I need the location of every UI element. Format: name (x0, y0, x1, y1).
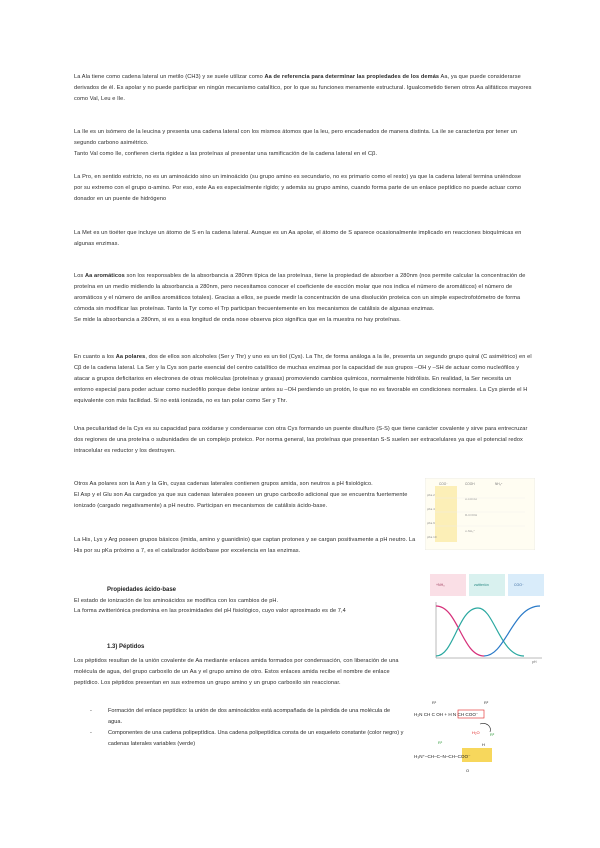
paragraph-isoleucine: La Ile es un isómero de la leucina y presenta una cadena lateral con los mismos átomos que la leu, pero encadenados de manera distinta. La ile se caracteriza por tener un segundo carbono asimétrico. Tanto Val como Ile, confieren cierta rigidez a las proteínas al presentar una ramificación de la cadena lateral en el Cβ. (74, 129, 517, 157)
peptide-bullet-1: - Formación del enlace peptídico: la unión de dos aminoácidos está acompañada de la pérdida de una molécula de agua. (90, 708, 391, 725)
pka-label-2: R-COOH (465, 513, 478, 517)
pka-yellow-band (435, 486, 457, 542)
pka-row-4: pKa 10 (427, 535, 437, 539)
pka-label-3: α-NH₃⁺ (465, 529, 475, 533)
paragraph-alanine: La Ala tiene como cadena lateral un metilo (CH3) y se suele utilizar como Aa de referencia para determinar las propiedades de los demás Aa, ya que puede considerarse derivados de él. Es apolar y no puede participar en ningún mecanismo catalítico, por lo que su funciones meramente estructural. Igualcometido tienen otros Aa alifáticos mayores como Val, Leu e Ile. (74, 74, 532, 102)
paragraph-polar: En cuanto a los Aa polares, dos de ellos son alcoholes (Ser y Thr) y uno es un tiol (Cys). La Thr, de forma análoga a la ile, presenta un segundo grupo quiral (C asimétrico) en el Cβ de la cadena lateral. La Ser y la Cys son parte esencial del centro catalítico de muchas enzimas por la capacidad de sus grupos –OH y –SH de actuar como nucleófilos y atacar a grupos deficitarios en electrones de otras moléculas (proteínas y grasas) promoviendo cambios químicos, normalmente hidrólisis. En realidad, la Ser necesita un entorno especial para poder actuar como nucleófilo porque debe ionizar antes su –OH perdiendo un protón, lo que no es favorable en condiciones normales. La Cys pierde el H equivalente con más facilidad. Si no está ionizada, no es tan polar como Ser y Thr. (74, 354, 532, 404)
peptide-product: H₃N⁺–CH–C–N–CH–COO⁻ (414, 754, 471, 759)
titration-figure (428, 572, 546, 664)
peptide-reactants: H₂N CH C OH + H N CH COO⁻ (414, 712, 479, 717)
paragraph-methionine: La Met es un tioéter que incluye un átomo de S en la cadena lateral. Aunque es un Aa apolar, el átomo de S aparece ocasionalmente implicado en reacciones bioquímicas en algunas enzimas. (74, 230, 522, 247)
peptides-heading: 1.3) Péptidos (107, 644, 145, 650)
peptides-intro: Los péptidos resultan de la unión covalente de Aa mediante enlaces amida formados por condensación, con liberación de una molécula de agua, del grupo carboxilo de un Aa y el grupo amino de otro. Estos enlaces amida recibe el nombre de enlace peptídico. Los péptidos presentan en sus extremos un grupo amino y un grupo carboxilo sin reaccionar. (74, 658, 399, 686)
r2-label: R² (484, 700, 489, 705)
svg-text:pH: pH (532, 660, 537, 664)
pka-header-2: COOH (465, 482, 475, 486)
svg-text:+NH₃: +NH₃ (436, 583, 445, 587)
pka-header-1: COO⁻ (439, 482, 448, 486)
paragraph-basic: La His, Lys y Arg poseen grupos básicos (imida, amino y guanidinio) que captan protones y se cargan positivamente a pH neutro. La His por su pKa próximo a 7, es el catalizador ácido/base por excelencia en las enzimas. (74, 537, 416, 554)
water-label: H₂O (472, 730, 480, 735)
paragraph-charged: Otros Aa polares son la Asn y la Gln, cuyas cadenas laterales contienen grupos amida, son neutros a pH fisiológico. El Asp y el Glu son Aa cargados ya que sus cadenas laterales poseen un grupo carboxilo adicional que se encuentra fuertemente ionizado (cargado negativamente) a pH neutro. Participan en mecanismos de catálisis ácido-base. (74, 481, 408, 509)
acid-base-heading: Propiedades ácido-base (107, 587, 177, 593)
paragraph-cysteine: Una peculiaridad de la Cys es su capacidad para oxidarse y condensarse con otra Cys formando un puente disulfuro (S-S) que tiene carácter covalente y sirve para entrecruzar dos regiones de una proteína o subunidades de un complejo proteico. Por norma general, las proteínas que presentan S-S suelen ser extracelulares ya que el potencial redox intracelular es reductor y los destruyen. (74, 426, 528, 454)
svg-text:R¹: R¹ (438, 740, 443, 745)
svg-text:COO⁻: COO⁻ (514, 583, 524, 587)
r1-label: R¹ (432, 700, 437, 705)
pka-label-1: α-COOH (465, 497, 477, 501)
pka-row-1: pKa 2 (427, 493, 435, 497)
pka-row-3: pKa 9 (427, 521, 435, 525)
peptide-bullet-2: - Componentes de una cadena polipeptídica. Una cadena polipeptídica consta de un esqueleto constante (color negro) y cadenas laterales variables (verde) (90, 730, 404, 747)
svg-text:zwitterión: zwitterión (474, 583, 489, 587)
peptide-bond-figure (410, 696, 550, 796)
paragraph-proline: La Pro, en sentido estricto, no es un aminoácido sino un iminoácido (su grupo amino es secundario, no es primario como el resto) ya que la cadena lateral termina uniéndose por su extremo con el grupo α-amino. Por eso, este Aa es especialmente rígido; y además su grupo amino, cuando forma parte de un enlace peptídico no puede actuar como donador en un puente de hidrógeno (74, 174, 522, 202)
carbonyl-o: O (466, 768, 470, 773)
acid-base-line2: La forma zwitteriónica predomina en las proximidades del pH fisiológico, cuyo valor aproximado es de 7,4 (74, 608, 346, 614)
pka-header-3: NH₃⁺ (495, 482, 503, 486)
paragraph-aromatic: Los Aa aromáticos son los responsables de la absorbancia a 280nm típica de las proteínas, tiene la propiedad de absorber a 280nm (nos permite calcular la concentración de proteína en un medio midiendo la absorbancia a 280nm, pero necesitamos conocer el coeficiente de escción molar que nos indica el número de aromáticos) el número de aromáticos y el número de anillos aromáticos totales). Gracias a ellos, se puede medir la concentración de una disolución proteica con un simple espectrofotómetro de forma cómoda sin modificar las proteínas. Tanto la Tyr como el Trp participan frecuentemente en los mecanismos de catálisis de algunas enzimas. Se mide la absorbancia a 280nm, si es a esa longitud de onda nose observa pico significa que en la muestra no hay proteínas. (74, 273, 526, 323)
acid-base-line1: El estado de ionización de los aminoácidos se modifica con los cambios de pH. (74, 598, 279, 604)
svg-text:R²: R² (490, 732, 495, 737)
pka-table-figure (425, 478, 535, 550)
amide-h: H (482, 742, 485, 747)
pka-row-2: pKa 4 (427, 507, 435, 511)
